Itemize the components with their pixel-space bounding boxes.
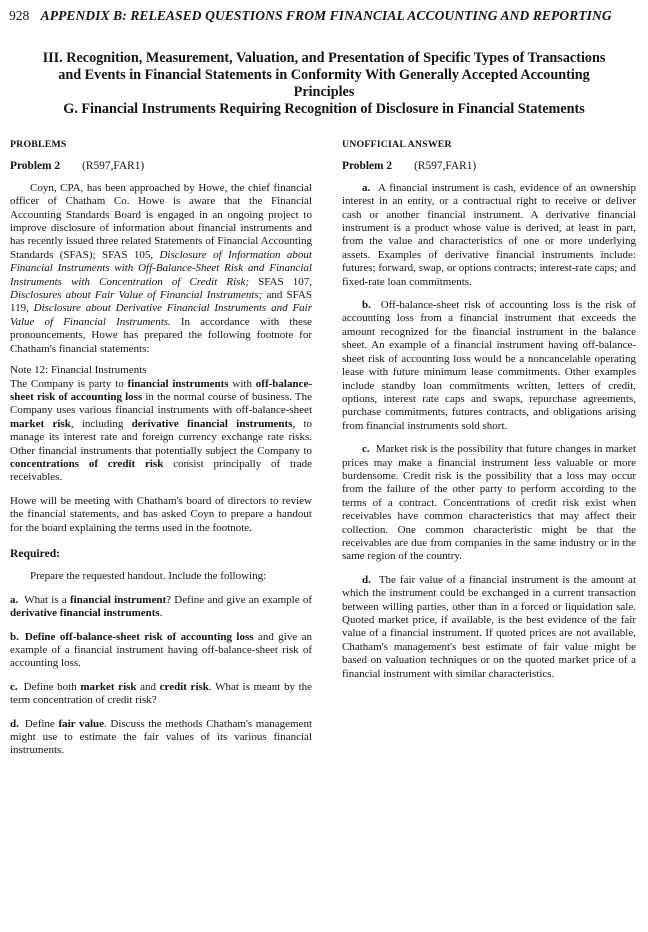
page-number: 928	[9, 8, 30, 23]
problem-ref: (R597,FAR1)	[414, 160, 477, 173]
section-title-line1: III. Recognition, Measurement, Valuation, and Presentation of Specific Types of Transactions	[42, 50, 606, 66]
item-label: c.	[10, 680, 18, 693]
answer-label: b.	[362, 299, 371, 312]
item-label: b.	[10, 630, 19, 643]
item-term: derivative financial instruments	[10, 607, 160, 620]
item-label: a.	[10, 593, 19, 606]
item-text: and	[136, 680, 160, 693]
answer-b	[342, 299, 636, 433]
required-heading: Required:	[10, 546, 61, 560]
answer-text: Market risk is the possibility that future changes in market prices may make a financial instrument less valuable or more burdensome. Credit risk is the possibility that a loss may occur from the failure of the other party to perform according to the terms of a contract. Concentrations of credit risk exist when receivables have common characteristics that may affect their collection. One common characteristic might be that the receivables are due from companies in the same industry or in the same region of the country.	[342, 443, 636, 563]
problem-label: Problem 2	[342, 160, 393, 173]
required-item-a	[10, 594, 312, 621]
note-term: off-balance-sheet risk of accounting loss	[10, 377, 313, 403]
item-text: and give an example of a financial instrument having off-balance-sheet risk of accounting loss.	[10, 630, 312, 670]
item-label: d.	[10, 717, 19, 730]
sfas-119-title: Disclosure about Derivative Financial Instruments and Fair Value of Financial Instruments.	[10, 302, 312, 328]
problem-ref: (R597,FAR1)	[82, 160, 145, 173]
intro-text: SFAS 107,	[249, 275, 313, 288]
note-text: consist principally of trade receivables.	[10, 457, 312, 484]
problems-heading: PROBLEMS	[10, 139, 67, 150]
required-item-b	[10, 631, 312, 671]
note-text: , to manage its interest rate and foreign currency exchange rate risks. Other financial instruments that potentially subject the Company to	[10, 417, 313, 457]
item-text: Define both	[23, 680, 81, 693]
running-head	[9, 8, 639, 24]
required-item-d	[10, 718, 312, 758]
answer-text: A financial instrument is cash, evidence of an ownership interest in an entity, or a contractual right to receive or deliver cash or another financial instrument. A derivative financial instrument is a product whose value is derived, at least in part, from the value and characteristics of one or more underlying assets. Examples of derivative financial instruments include: futures; forward, swap, or options contracts; interest-rate caps; and fixed-rate loan commitments.	[342, 181, 636, 288]
item-text: . Discuss the methods Chatham's management might use to estimate the fair values of its various financial instruments.	[10, 717, 312, 757]
section-title-line4: G. Financial Instruments Requiring Recognition of Disclosure in Financial Statements	[63, 101, 585, 117]
item-text: Define	[24, 717, 59, 730]
item-text: ? Define and give an example of	[166, 593, 312, 606]
section-title	[10, 50, 638, 118]
answer-c	[342, 443, 636, 564]
answer-text: The fair value of a financial instrument is the amount at which the instrument could be exchanged in a current transaction between willing parties, other than in a forced or liquidation sale. Quoted market price, if available, is the best evidence of the fair value of a financial instrument. If quoted prices are not available, Chatham's management's best estimate of fair value might be based on valuation techniques or on the quoted market price of a financial instrument with similar characteristics.	[342, 573, 636, 680]
answer-label: c.	[362, 443, 370, 456]
required-item-c	[10, 681, 312, 708]
intro-paragraph	[10, 182, 312, 356]
item-text: What is a	[24, 593, 70, 606]
intro-text: and SFAS 119,	[10, 289, 312, 315]
answer-heading: UNOFFICIAL ANSWER	[342, 139, 452, 150]
item-text: . What is meant by the term concentration of credit risk?	[10, 680, 313, 707]
answer-label: a.	[362, 181, 371, 194]
running-title: APPENDIX B: RELEASED QUESTIONS FROM FINANCIAL ACCOUNTING AND REPORTING	[40, 8, 612, 23]
item-text: .	[159, 607, 163, 620]
note-term: derivative financial instruments	[131, 417, 293, 430]
note-term: financial instruments	[127, 377, 229, 390]
required-intro: Prepare the requested handout. Include the following:	[30, 570, 267, 583]
sfas-107-title: Disclosures about Fair Value of Financial Instruments;	[10, 289, 263, 302]
item-term: market risk	[80, 680, 137, 693]
answer-a	[342, 182, 636, 289]
intro-text: In accordance with these pronouncements, Howe has prepared the following footnote for Chatham's financial statements:	[10, 315, 312, 355]
section-title-line3: Principles	[293, 84, 355, 100]
problem-heading	[10, 160, 312, 173]
note-paragraph	[10, 378, 312, 485]
note-text: The Company is party to	[10, 377, 128, 390]
note-text: , including	[70, 417, 132, 430]
answer-label: d.	[362, 573, 371, 586]
item-term: Define off-balance-sheet risk of accounting loss	[24, 630, 254, 643]
note-term: concentrations of credit risk	[10, 457, 164, 470]
answer-d	[342, 574, 636, 681]
item-term: credit risk	[159, 680, 209, 693]
answer-problem-heading	[342, 160, 636, 173]
problem-label: Problem 2	[10, 160, 61, 173]
section-title-line2: and Events in Financial Statements in Conformity With Generally Accepted Accounting	[58, 67, 590, 83]
note-text: with	[228, 377, 256, 390]
answer-text: Off-balance-sheet risk of accounting loss is the risk of accounting loss from a financial instrument that exceeds the amount recognized for the financial instrument in the balance sheet. An example of a financial instrument having off-balance-sheet risk of accounting loss would be a noncancelable operating lease with future minimum lease commitments. Other examples include standby loan commitments written, letters of credit, options, interest rate caps and swaps, repurchase agreements, purchase commitments, futures contracts, and obligations arising from financial instruments sold short.	[342, 299, 636, 432]
note-term: market risk	[10, 417, 71, 430]
item-term: financial instrument	[70, 593, 167, 606]
answer-column	[342, 138, 636, 681]
note-text: in the normal course of business. The Company uses various financial instruments with off-balance-sheet	[10, 390, 313, 417]
note-title: Note 12: Financial Instruments	[10, 364, 147, 377]
meeting-paragraph: Howe will be meeting with Chatham's board of directors to review the financial statements, and has asked Coyn to prepare a handout for the board explaining the terms used in the footnote.	[10, 494, 312, 534]
item-term: fair value	[58, 717, 105, 730]
intro-text: Coyn, CPA, has been approached by Howe, the chief financial officer of Chatham Co. Howe is aware that the Financial Accounting Standards Board is engaged in an ongoing project to improve disclosure of information about financial instruments and has recently issued three related Statements of Financial Accounting Standards (SFAS); SFAS 105,	[10, 181, 312, 261]
problems-column	[10, 138, 312, 758]
sfas-105-title: Disclosure of Information about Financial Instruments with Off-Balance-Sheet Risk and Financial Instruments with Concentration of Credit Risk;	[10, 248, 312, 288]
